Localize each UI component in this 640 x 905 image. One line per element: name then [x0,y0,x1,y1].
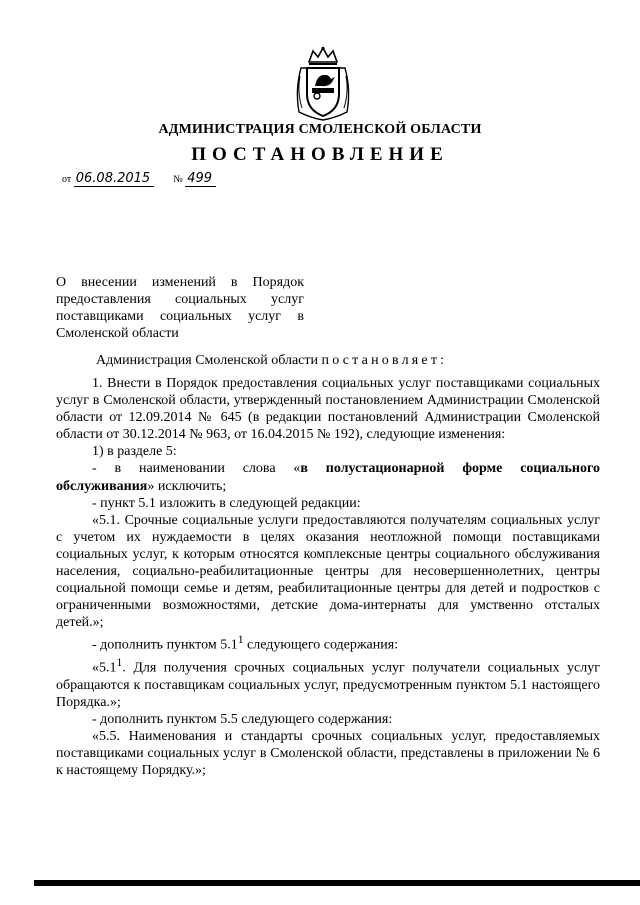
paragraph-9: «5.5. Наименования и стандарты срочных социальных услуг, предоставляемых поставщиками социальных услуг в Смоленской области, представлены в приложении № 6 к настоящему Порядку.»; [56,729,600,779]
organization-title: АДМИНИСТРАЦИЯ СМОЛЕНСКОЙ ОБЛАСТИ [158,122,482,137]
date-prefix: от [62,174,72,185]
number-prefix: № [173,174,183,185]
paragraph-5: «5.1. Срочные социальные услуги предоставляются получателям социальных услуг с учетом их нуждаемости в целях оказания неотложной помощи поставщиками социальных услуг, к которым относятся комплексные центры социального обслуживания населения, социально-реабилитационные центры для несовершеннолетних, центры социальной помощи семье и детям, реабилитационные центры для детей и подростков с ограниченными возможностями, детские дома-интернаты для умственно отсталых детей.»; [56,512,600,631]
paragraph-1: 1. Внести в Порядок предоставления социальных услуг поставщиками социальных услуг в Смоленской области, утвержденный постановлением Администрации Смоленской области от 12.09.2014 № 645 (в редакции постановлений Администрации Смоленской области от 30.12.2014 № 963, от 16.04.2015 № 192), следующие изменения: [56,376,600,443]
date-number-line [62,172,216,187]
paragraph-3: - в наименовании слова «в полустационарной форме социального обслуживания» исключить; [56,461,600,494]
paragraph-6: - дополнить пунктом $5.1^1$ следующего содержания: [92,633,399,654]
page-bottom-rule [34,880,640,886]
paragraph-2: 1) в разделе 5: [92,444,177,460]
coat-of-arms-icon [291,46,355,122]
preamble [96,353,447,369]
paragraph-4: - пункт 5.1 изложить в следующей редакции: [92,495,361,511]
paragraph-8: - дополнить пунктом 5.5 следующего содержания: [92,712,393,728]
document-body [56,375,600,779]
document-subject: О внесении изменений в Порядок предоставления социальных услуг поставщиками социальных услуг в Смоленской области [56,275,304,341]
preamble-resolves: постановляет: [321,353,448,368]
bold-phrase: в полустационарной форме социального обслуживания [56,461,600,494]
document-type-title: ПОСТАНОВЛЕНИЕ [191,144,449,165]
document-date: 06.08.2015 [74,172,154,187]
preamble-text: Администрация Смоленской области [96,353,322,368]
document-number: 499 [185,172,216,187]
paragraph-7: «$5.1^1$. Для получения срочных социальных услуг получатели социальных услуг обращаются к поставщикам социальных услуг, предусмотренным пунктом 5.1 настоящего Порядка.»; [56,656,600,710]
